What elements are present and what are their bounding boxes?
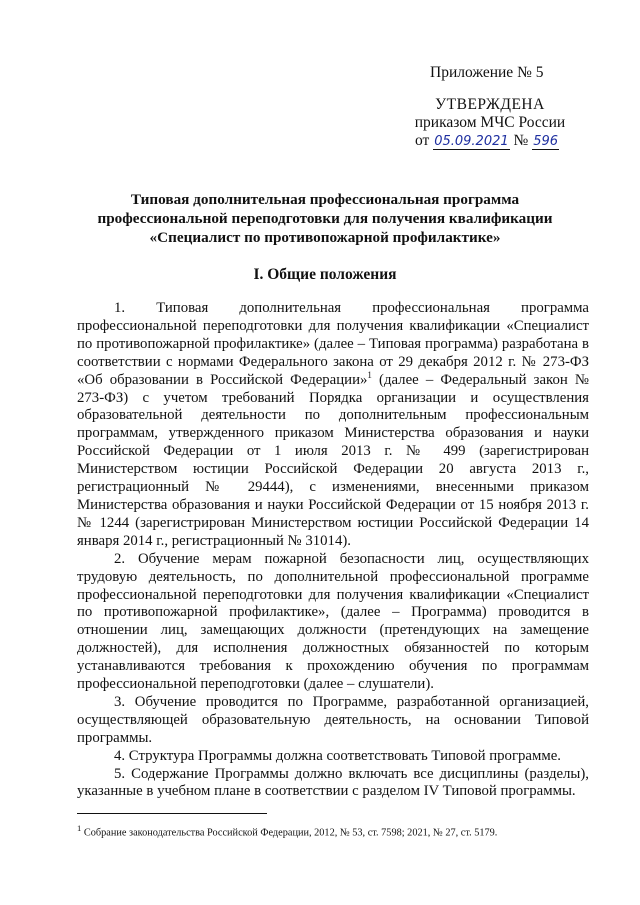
title-line: «Специалист по противопожарной профилактике» (149, 229, 501, 246)
paragraph-3: 3. Обучение проводится по Программе, разработанной организацией, осуществляющей образовательную деятельность, на основании Типовой программы. (77, 693, 589, 746)
paragraph-1 (77, 300, 589, 551)
paragraph-1-tail: (далее – Федеральный закон № 273-ФЗ) с учетом требований Порядка организации и осуществления образовательной деятельности по дополнительным профессиональным программам, утвержденного приказом Министерства образования и науки Российской Федерации от 1 июля 2013 г. № 499 (зарегистрирован Министерством юстиции Российской Федерации 20 августа 2013 г., регистрационный № 29444), с изменениями, внесенными приказом Министерства образования и науки Российской Федерации от 15 ноября 2013 г. № 1244 (зарегистрирован Министерством юстиции Российской Федерации 14 января 2014 г., регистрационный № 31014). (77, 371, 589, 549)
paragraph-2: 2. Обучение мерам пожарной безопасности лиц, осуществляющих трудовую деятельность, по дополнительной профессиональной программе профессиональной переподготовки для получения квалификации «Специалист по противопожарной профилактике», (далее – Программа) проводится в отношении лиц, замещающих должности (претендующих на замещение должностей), для исполнения должностных обязанностей по которым устанавливаются требования к прохождению обучения по программам профессиональной переподготовки (далее – слушатели). (77, 550, 589, 693)
footnote (77, 822, 597, 839)
document-body (77, 300, 589, 801)
number-sign: № (513, 132, 529, 149)
handwritten-date: 05.09.2021 (434, 134, 509, 149)
document-title (60, 190, 590, 247)
section-heading: I. Общие положения (253, 266, 397, 283)
handwritten-number: 596 (533, 134, 559, 149)
approval-order-line: приказом МЧС России (414, 114, 566, 131)
approval-block (410, 96, 570, 151)
approval-date-line (410, 132, 570, 151)
appendix-label: Приложение № 5 (430, 64, 544, 81)
footnote-divider (77, 813, 267, 814)
title-line: Типовая дополнительная профессиональная программа (130, 191, 520, 208)
title-line: профессиональной переподготовки для получения квалификации (97, 210, 553, 227)
paragraph-1-text: 1. Типовая дополнительная профессиональная программа профессиональной переподготовки для получения квалификации «Специалист по противопожарной профилактике» (далее – Типовая программа) разработана в соответствии с нормами Федерального закона от 29 декабря 2012 г. № 273-ФЗ «Об образовании в Российской Федерации» (77, 300, 589, 388)
footnote-mark: 1 (77, 823, 82, 833)
approved-heading: УТВЕРЖДЕНА (435, 96, 545, 113)
footnote-reference: 1 (367, 369, 372, 380)
date-prefix: от (415, 132, 430, 149)
footnote-text: Собрание законодательства Российской Федерации, 2012, № 53, ст. 7598; 2021, № 27, ст. 5179. (81, 827, 498, 839)
paragraph-4: 4. Структура Программы должна соответствовать Типовой программе. (114, 747, 561, 764)
paragraph-5: 5. Содержание Программы должно включать все дисциплины (разделы), указанные в учебном плане в соответствии с разделом IV Типовой программы. (77, 765, 589, 800)
